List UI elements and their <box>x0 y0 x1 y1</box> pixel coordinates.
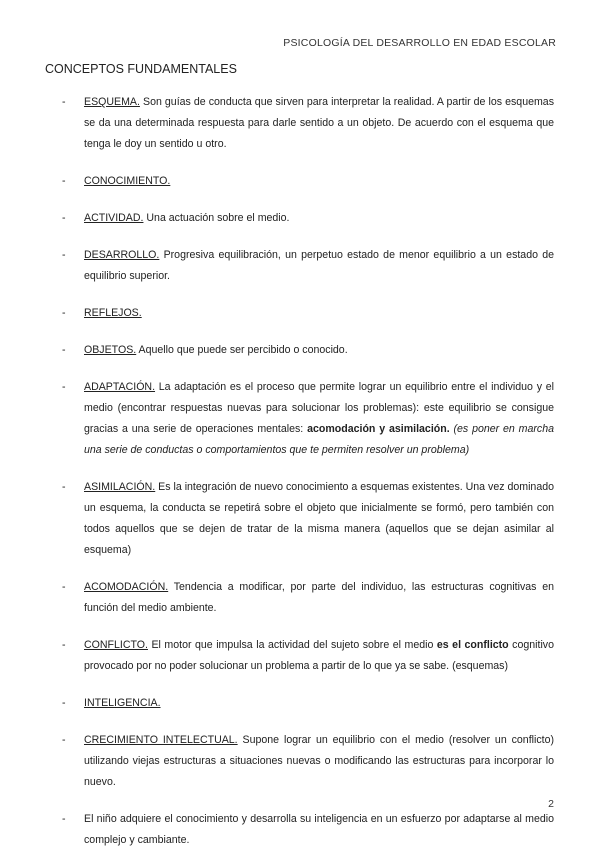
definition-text: Progresiva equilibración, un perpetuo estado de menor equilibrio a un estado de equilibrio superior. <box>84 249 554 282</box>
concept-list <box>62 92 554 867</box>
list-dash: - <box>62 813 66 825</box>
term-asimilacion: ASIMILACIÓN. <box>84 481 156 493</box>
list-dash: - <box>62 249 66 261</box>
list-item <box>62 92 554 155</box>
term-conocimiento: CONOCIMIENTO. <box>84 175 171 187</box>
emphasis-text: acomodación y asimilación. <box>307 423 450 435</box>
list-dash: - <box>62 96 66 108</box>
term-conflicto: CONFLICTO. <box>84 639 148 651</box>
list-item <box>62 693 554 714</box>
list-item <box>62 477 554 561</box>
term-adaptacion: ADAPTACIÓN. <box>84 381 156 393</box>
list-item <box>62 245 554 287</box>
term-reflejos: REFLEJOS. <box>84 307 142 319</box>
list-dash: - <box>62 697 66 709</box>
list-dash: - <box>62 381 66 393</box>
list-dash: - <box>62 639 66 651</box>
emphasis-text: es el conflicto <box>436 639 509 651</box>
list-dash: - <box>62 344 66 356</box>
list-item <box>62 303 554 324</box>
list-dash: - <box>62 307 66 319</box>
term-esquema: ESQUEMA. <box>84 96 140 108</box>
list-item <box>62 635 554 677</box>
list-item <box>62 730 554 793</box>
italic-note: (es poner en marcha una serie de conductas o comportamientos que te permiten resolver un problema) <box>84 423 554 456</box>
definition-text-cont: cognitivo provocado por no poder solucionar un problema a partir de lo que ya se sabe. (esquemas) <box>84 639 554 672</box>
definition-text: El motor que impulsa la actividad del sujeto sobre el medio <box>147 639 437 651</box>
list-item <box>62 340 554 361</box>
list-dash: - <box>62 481 66 493</box>
definition-text: Son guías de conducta que sirven para interpretar la realidad. A partir de los esquemas se da una determinada respuesta para darle sentido a un objeto. De acuerdo con el esquema que tenga le doy un sentido u otro. <box>84 96 554 150</box>
term-inteligencia: INTELIGENCIA. <box>84 697 161 709</box>
term-crecimiento-intelectual: CRECIMIENTO INTELECTUAL. <box>84 734 238 746</box>
term-actividad: ACTIVIDAD. <box>84 212 144 224</box>
list-dash: - <box>62 734 66 746</box>
list-item <box>62 809 554 851</box>
list-dash: - <box>62 212 66 224</box>
definition-text: Es la integración de nuevo conocimiento a esquemas existentes. Una vez dominado un esquema, la conducta se repetirá sobre el objeto que inicialmente se formó, pero también con todos aquellos que se dejen de tratar de la misma manera (aquellos que se dejan asimilar al esquema) <box>84 481 554 556</box>
definition-text: Una actuación sobre el medio. <box>143 212 290 224</box>
closing-statement: El niño adquiere el conocimiento y desarrolla su inteligencia en un esfuerzo por adaptarse al medio complejo y cambiante. <box>84 813 554 846</box>
term-acomodacion: ACOMODACIÓN. <box>84 581 169 593</box>
list-item <box>62 577 554 619</box>
running-header: PSICOLOGÍA DEL DESARROLLO EN EDAD ESCOLAR <box>283 37 556 49</box>
page-number: 2 <box>548 798 554 810</box>
list-item <box>62 377 554 461</box>
definition-text: Supone lograr un equilibrio con el medio (resolver un conflicto) utilizando viejas estructuras a situaciones nuevas o modificando las estructuras para incorporar lo nuevo. <box>84 734 554 788</box>
term-desarrollo: DESARROLLO. <box>84 249 160 261</box>
term-objetos: OBJETOS. <box>84 344 137 356</box>
list-item <box>62 208 554 229</box>
definition-text: Aquello que puede ser percibido o conocido. <box>136 344 348 356</box>
section-title: CONCEPTOS FUNDAMENTALES <box>45 62 237 76</box>
list-dash: - <box>62 175 66 187</box>
list-dash: - <box>62 581 66 593</box>
list-item <box>62 171 554 192</box>
definition-text: Tendencia a modificar, por parte del individuo, las estructuras cognitivas en función del medio ambiente. <box>84 581 554 614</box>
definition-text: La adaptación es el proceso que permite lograr un equilibrio entre el individuo y el medio (encontrar respuestas nuevas para solucionar los problemas): este equilibrio se consigue gracias a una serie de operaciones mentales: <box>84 381 554 435</box>
